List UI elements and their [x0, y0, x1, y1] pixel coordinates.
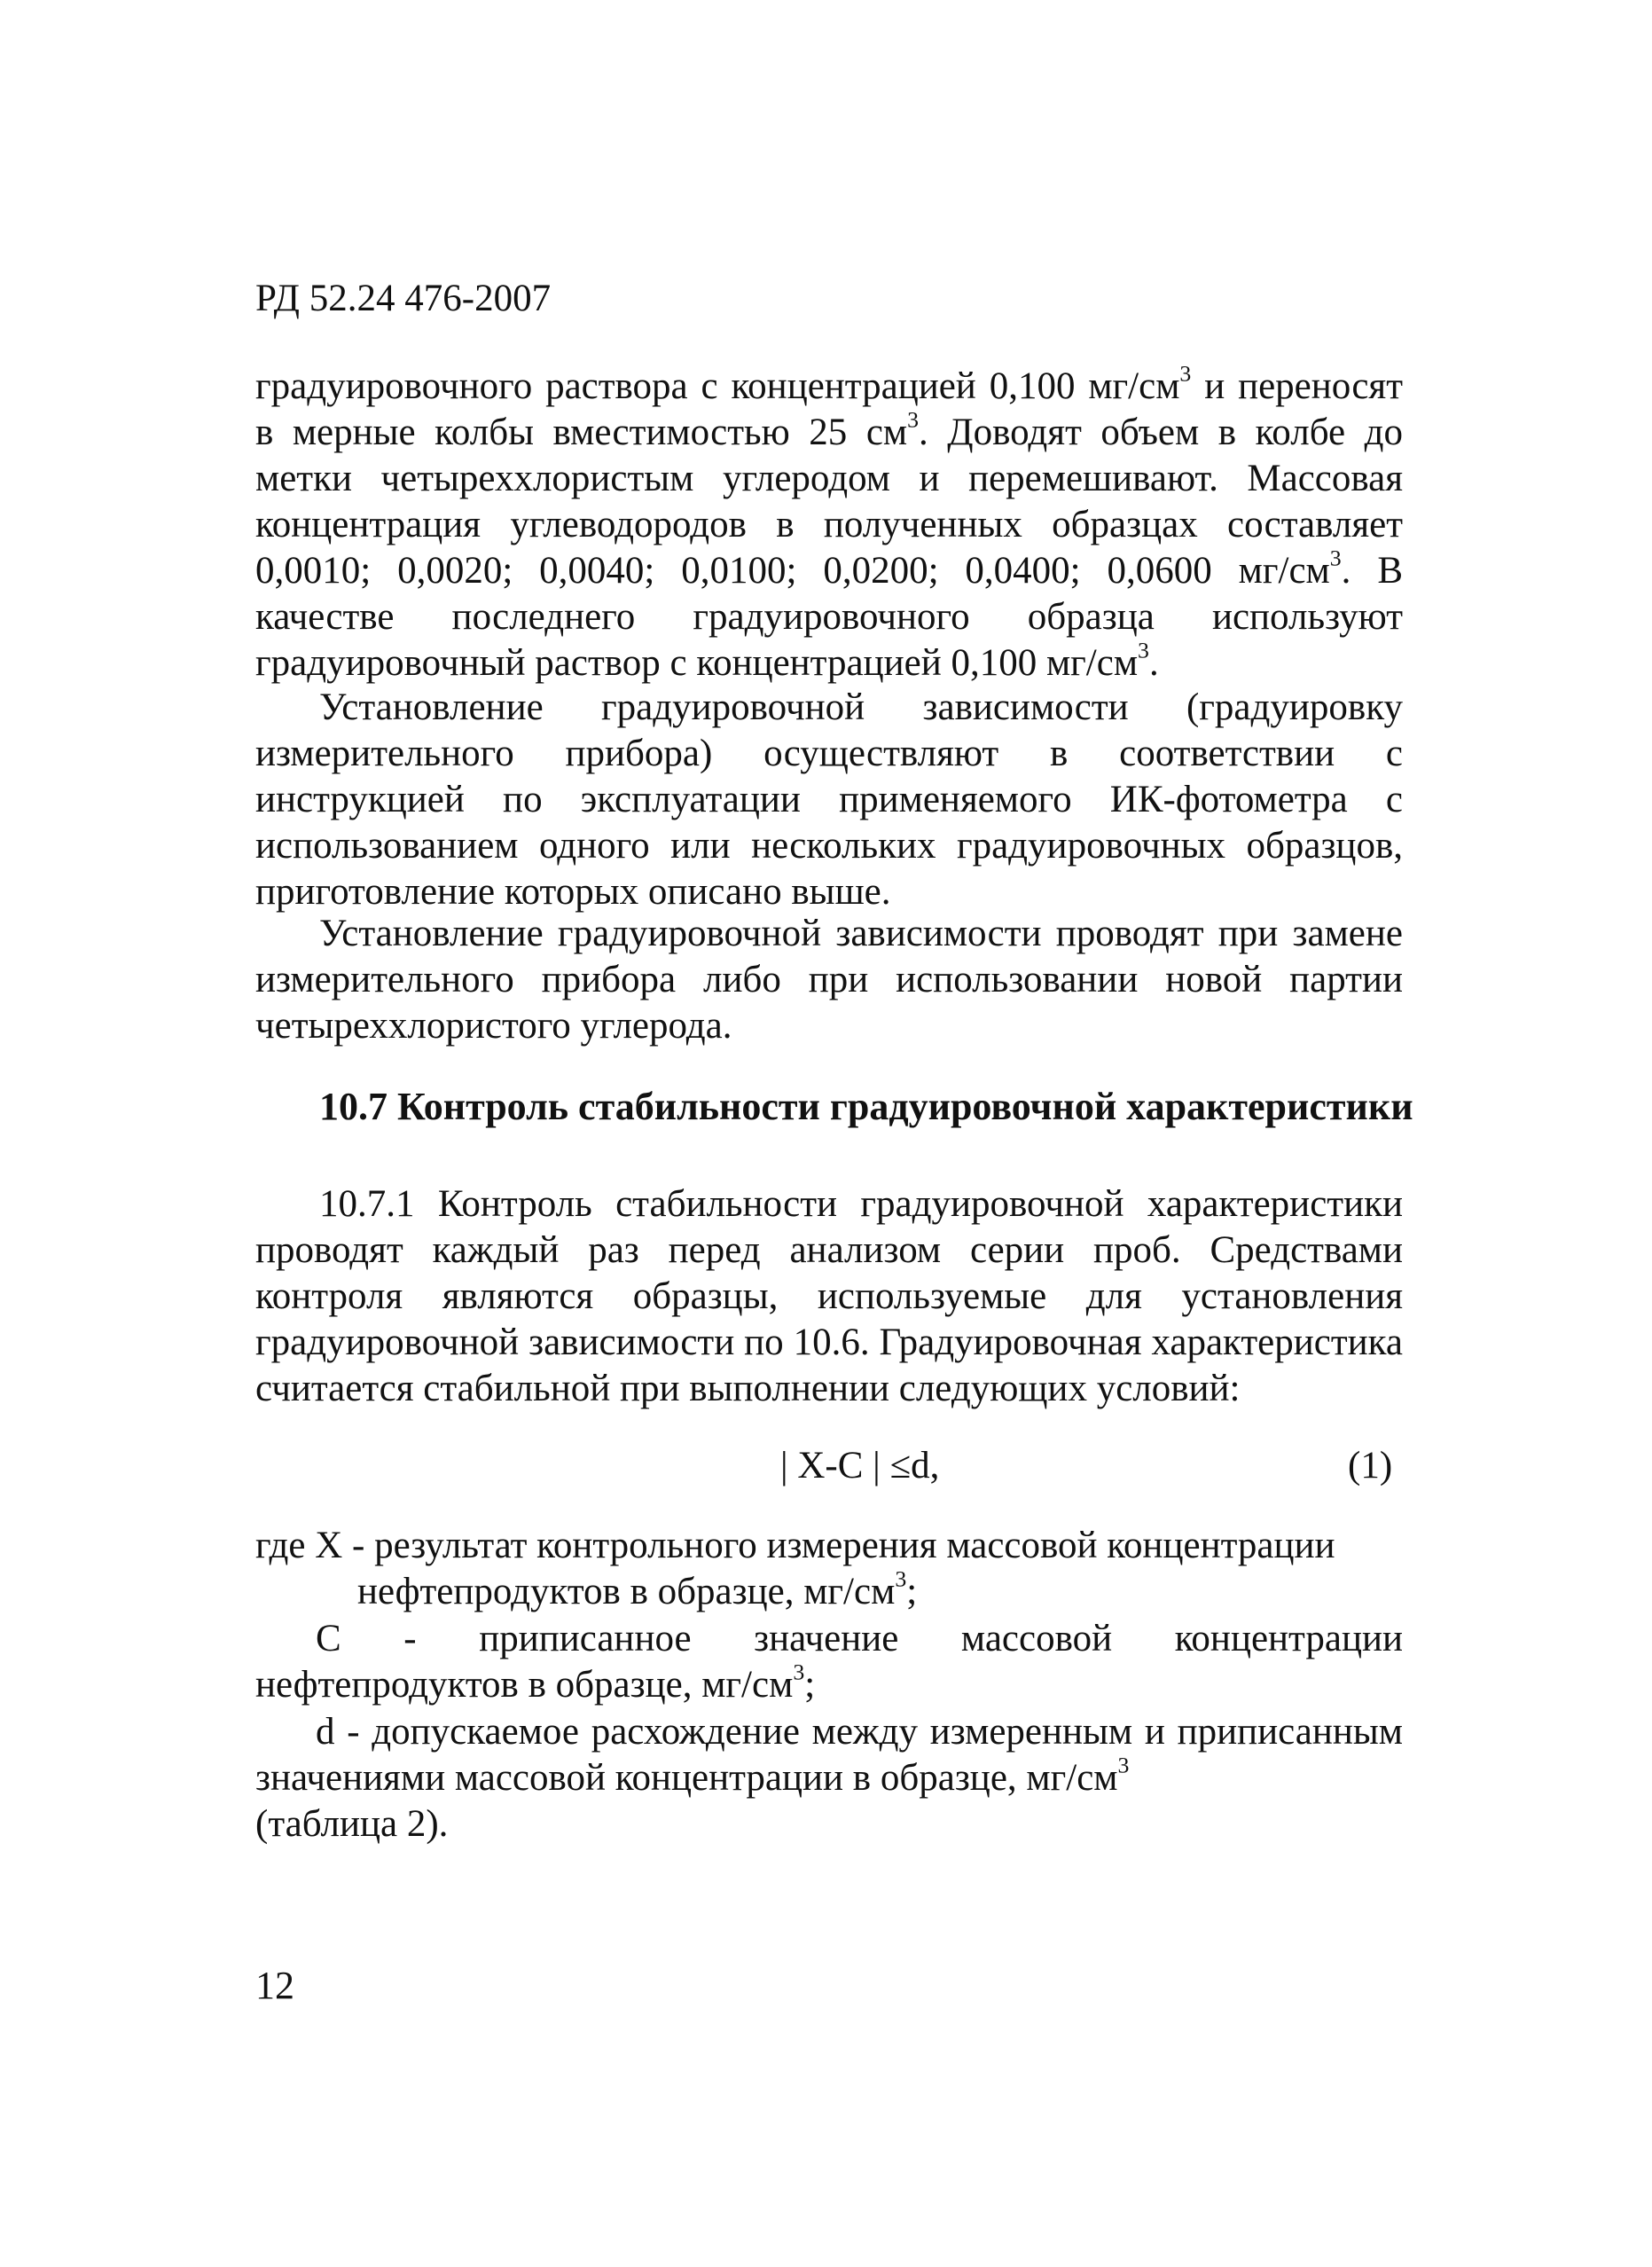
paragraph-calibration-samples	[255, 360, 1404, 686]
definition-d-reference: (таблица 2).	[255, 1803, 449, 1845]
paragraph-calibration-conditions	[255, 911, 1403, 1049]
superscript: 3	[1329, 545, 1342, 571]
paragraph-text: и переносят в мерные колбы вместимостью 25 см	[255, 365, 1404, 453]
paragraph-text: . Доводят объем в колбе до метки четыреххлористым углеродом и перемешивают. Массовая концентрация углеводородов в полученных образцах составляет 0,0010; 0,0020; 0,0040; 0,0100; 0,0200; 0,0400; 0,0600 мг/см	[255, 412, 1403, 592]
definition-text: ;	[804, 1664, 816, 1706]
superscript: 3	[1117, 1752, 1130, 1778]
definition-x	[255, 1523, 1403, 1615]
paragraph-text: Установление градуировочной зависимости проводят при замене измерительного прибора либо при использовании новой партии четыреххлористого углерода.	[255, 913, 1403, 1047]
paragraph-text: градуировочного раствора с концентрацией 0,100 мг/см	[255, 365, 1180, 407]
paragraph-text: . В качестве последнего градуировочного образца используют градуировочный раствор с концентрацией 0,100 мг/см	[255, 550, 1403, 684]
paragraph-text: Установление градуировочной зависимости (градуировку измерительного прибора) осуществляют в соответствии с инструкцией по эксплуатации применяемого ИК-фотометра с использованием одного или нескольких градуировочных образцов, приготовление которых описано выше.	[255, 686, 1403, 913]
definition-x-continuation	[255, 1565, 1403, 1615]
definition-x-lead: где X - результат контрольного измерения массовой концентрации	[255, 1525, 1335, 1566]
superscript: 3	[1179, 360, 1192, 387]
superscript: 3	[793, 1659, 805, 1685]
paragraph-stability-control	[255, 1181, 1403, 1412]
page-number: 12	[255, 1964, 294, 2007]
definition-text: ;	[906, 1571, 918, 1612]
definition-d-text	[255, 1709, 1403, 1801]
definition-c	[255, 1616, 1403, 1708]
definition-text: С - приписанное значение массовой концентрации нефтепродуктов в образце, мг/см	[255, 1618, 1403, 1706]
superscript: 3	[1138, 637, 1149, 663]
definition-c-text	[255, 1616, 1403, 1708]
document-code: РД 52.24 476-2007	[255, 278, 552, 319]
paragraph-text: .	[1148, 642, 1159, 684]
definition-text: d - допускаемое расхождение между измеренным и приписанным значениями массовой концентрации в образце, мг/см	[255, 1711, 1403, 1799]
paragraph-text: 10.7.1 Контроль стабильности градуировочной характеристики проводят каждый раз перед анализом серии проб. Средствами контроля являются образцы, используемые для установления градуировочной зависимости по 10.6. Градуировочная характеристика считается стабильной при выполнении следующих условий:	[255, 1183, 1403, 1409]
formula-expression: | X-C | ≤d,	[780, 1445, 940, 1486]
definition-d	[255, 1709, 1403, 1847]
section-heading: 10.7 Контроль стабильности градуировочной характеристики	[319, 1085, 1413, 1128]
paragraph-calibration-procedure	[255, 685, 1403, 915]
definition-text: нефтепродуктов в образце, мг/см	[357, 1571, 896, 1612]
superscript: 3	[895, 1565, 907, 1592]
superscript: 3	[907, 406, 920, 433]
formula-number: (1)	[1348, 1445, 1393, 1486]
